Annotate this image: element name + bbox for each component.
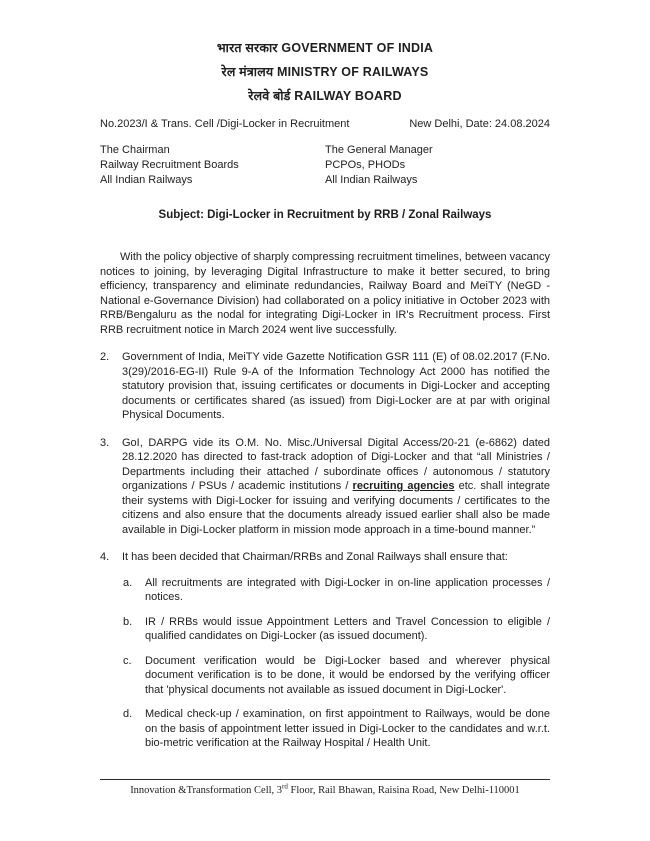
addressee-block: [100, 143, 550, 188]
addressee-right-line3: All Indian Railways: [325, 174, 418, 186]
numbered-item-4: [100, 550, 550, 565]
intro-paragraph: With the policy objective of sharply compressing recruitment timelines, between vacancy notices to joining, by leveraging Digital Infrastructure to make it better secured, to bring efficiency, transparency and eliminate redundancies, Railway Board and MeiTY (NeGD - National e-Governance Division) had collaborated on a policy initiative in October 2023 with RRB/Bengaluru as the nodal for integrating Digi-Locker in IR's Recruitment process. First RRB recruitment notice in March 2024 went live successfully.: [100, 251, 550, 336]
item-4-text: It has been decided that Chairman/RRBs and Zonal Railways shall ensure that:: [122, 551, 508, 563]
ministry-of-railways-header: रेल मंत्रालय MINISTRY OF RAILWAYS: [221, 65, 429, 79]
subject-line: Subject: Digi-Locker in Recruitment by RRB / Zonal Railways: [158, 209, 492, 221]
government-of-india-header: भारत सरकार GOVERNMENT OF INDIA: [216, 41, 434, 55]
item-3-number: 3.: [100, 436, 110, 449]
sub-item-a: [123, 576, 550, 605]
addressee-right-column: [325, 143, 550, 188]
numbered-item-2: [100, 350, 550, 423]
sub-item-a-letter: a.: [123, 576, 133, 589]
footer-ordinal-superscript: rd: [282, 782, 288, 791]
addressee-left-line1: The Chairman: [100, 144, 170, 156]
sub-item-c-text: Document verification would be Digi-Locker based and wherever physical document verification is to be done, it would be endorsed by the verifying officer that 'physical documents not available as issued document in Digi-Locker'.: [145, 654, 550, 696]
footer-address-part1: Innovation &Transformation Cell, 3: [130, 785, 283, 796]
sub-item-c: [123, 654, 550, 698]
sub-item-b-letter: b.: [123, 615, 133, 628]
reference-row: [100, 117, 550, 132]
footer-address: [100, 779, 550, 797]
item-3-text: [122, 436, 550, 538]
item-3-text-part1: GoI, DARPG vide its O.M. No. Misc./Universal Digital Access/20-21 (e-6862) dated 28.12.2020 has directed to fast-track adoption of Digi-Locker and that “all Ministries / Departments including their attached / subordinate offices / autonomous / statutory organizations / PSUs / academic institutions /: [122, 436, 550, 492]
sub-item-d: [123, 707, 550, 751]
railway-board-header: रेलवे बोर्ड RAILWAY BOARD: [248, 89, 402, 103]
sub-item-b: [123, 615, 550, 644]
footer-address-part2: Floor, Rail Bhawan, Raisina Road, New Delhi-110001: [287, 785, 520, 796]
item-3-recruiting-agencies-emphasis: recruiting agencies: [352, 480, 455, 492]
numbered-item-3: [100, 436, 550, 538]
reference-number: No.2023/I & Trans. Cell /Digi-Locker in Recruitment: [100, 118, 350, 130]
item-4-number: 4.: [100, 551, 110, 563]
addressee-left-line3: All Indian Railways: [100, 174, 193, 186]
sub-item-c-letter: c.: [123, 654, 132, 667]
item-2-text: Government of India, MeiTY vide Gazette Notification GSR 111 (E) of 08.02.2017 (F.No. 3(29)/2016-EG-II) Rule 9-A of the Information Technology Act 2000 has notified the statutory provision that, issuing certificates or documents in Digi-Locker and accepting documents or certificates shared (as issued) from Digi-Locker are at par with original Physical Documents.: [122, 351, 550, 421]
place-and-date: New Delhi, Date: 24.08.2024: [409, 118, 550, 130]
addressee-left-line2: Railway Recruitment Boards: [100, 159, 239, 171]
sub-item-b-text: IR / RRBs would issue Appointment Letters and Travel Concession to eligible / qualified candidates on Digi-Locker (as issued document).: [145, 615, 550, 642]
item-2-number: 2.: [100, 351, 110, 363]
sub-item-a-text: All recruitments are integrated with Digi-Locker in on-line application processes / notices.: [145, 576, 550, 603]
addressee-left-column: [100, 143, 325, 188]
addressee-right-line2: PCPOs, PHODs: [325, 159, 406, 171]
sub-item-d-letter: d.: [123, 708, 133, 720]
item-3-text-part2: etc. shall integrate their systems with Digi-Locker for issuing and verifying documents / certificates to the citizens and also ensure that the documents already issued earlier shall also be made available in Digi-Locker platform in mission mode approach in a time-bound manner.”: [122, 480, 550, 536]
addressee-right-line1: The General Manager: [325, 144, 433, 156]
sub-item-d-text: Medical check-up / examination, on first appointment to Railways, would be done on the basis of appointment letter issued in Digi-Locker to the candidates and w.r.t. bio-metric verification at the Railway Hospital / Health Unit.: [145, 708, 550, 749]
